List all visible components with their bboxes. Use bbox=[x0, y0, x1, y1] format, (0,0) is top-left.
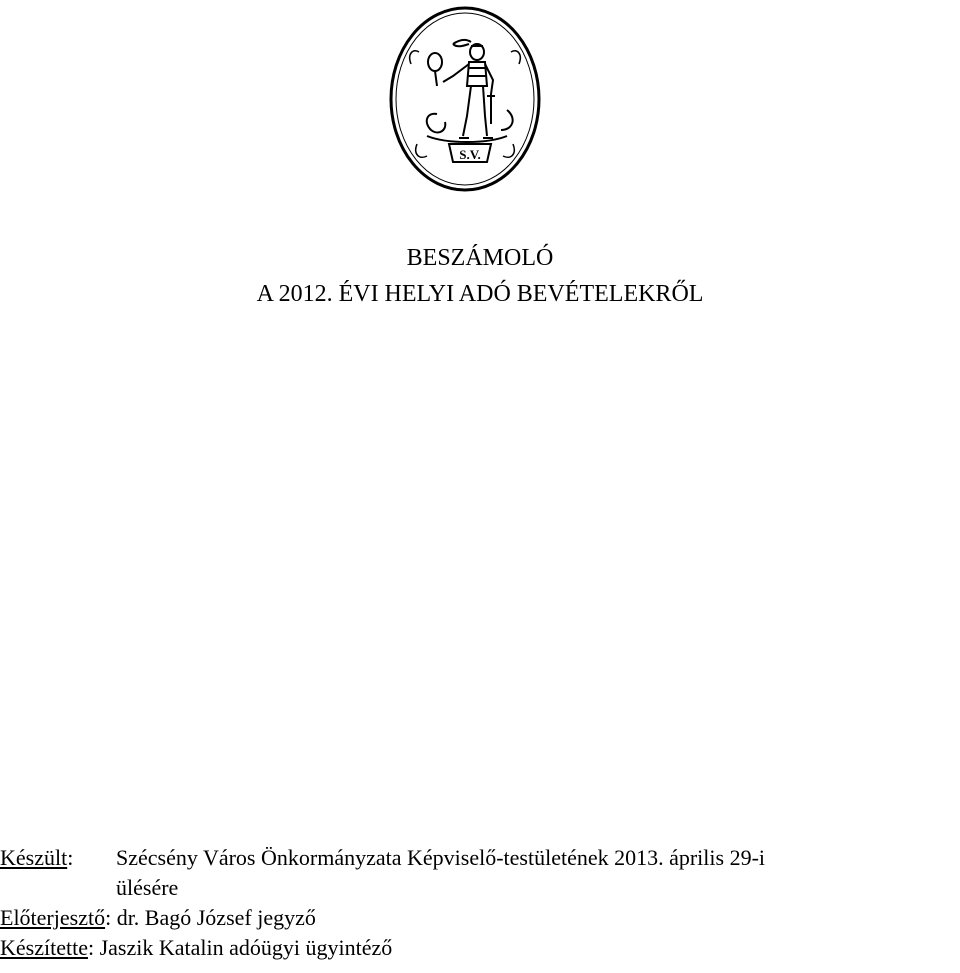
document-title bbox=[0, 240, 960, 312]
city-seal-knight-icon bbox=[387, 4, 543, 194]
author-value: : Jaszik Katalin adóügyi ügyintéző bbox=[87, 935, 393, 960]
title-line-2: A 2012. ÉVI HELYI ADÓ BEVÉTELEKRŐL bbox=[256, 281, 704, 307]
presenter-label: Előterjesztő bbox=[0, 905, 106, 930]
title-line-1: BESZÁMOLÓ bbox=[406, 245, 554, 271]
prepared-sep: : bbox=[67, 845, 74, 870]
author-label: Készítette bbox=[0, 935, 88, 960]
prepared-label: Készült bbox=[0, 845, 68, 870]
seal-initials: S.V. bbox=[459, 147, 481, 162]
presenter-value: : dr. Bagó József jegyző bbox=[105, 905, 316, 930]
presenter-row bbox=[0, 903, 960, 933]
author-row bbox=[0, 933, 960, 963]
document-meta bbox=[0, 843, 960, 963]
prepared-row bbox=[0, 843, 960, 873]
prepared-row-cont bbox=[0, 873, 960, 903]
prepared-value-cont: ülésére bbox=[116, 875, 179, 900]
prepared-value: Szécsény Város Önkormányzata Képviselő-testületének 2013. április 29-i bbox=[116, 845, 766, 870]
